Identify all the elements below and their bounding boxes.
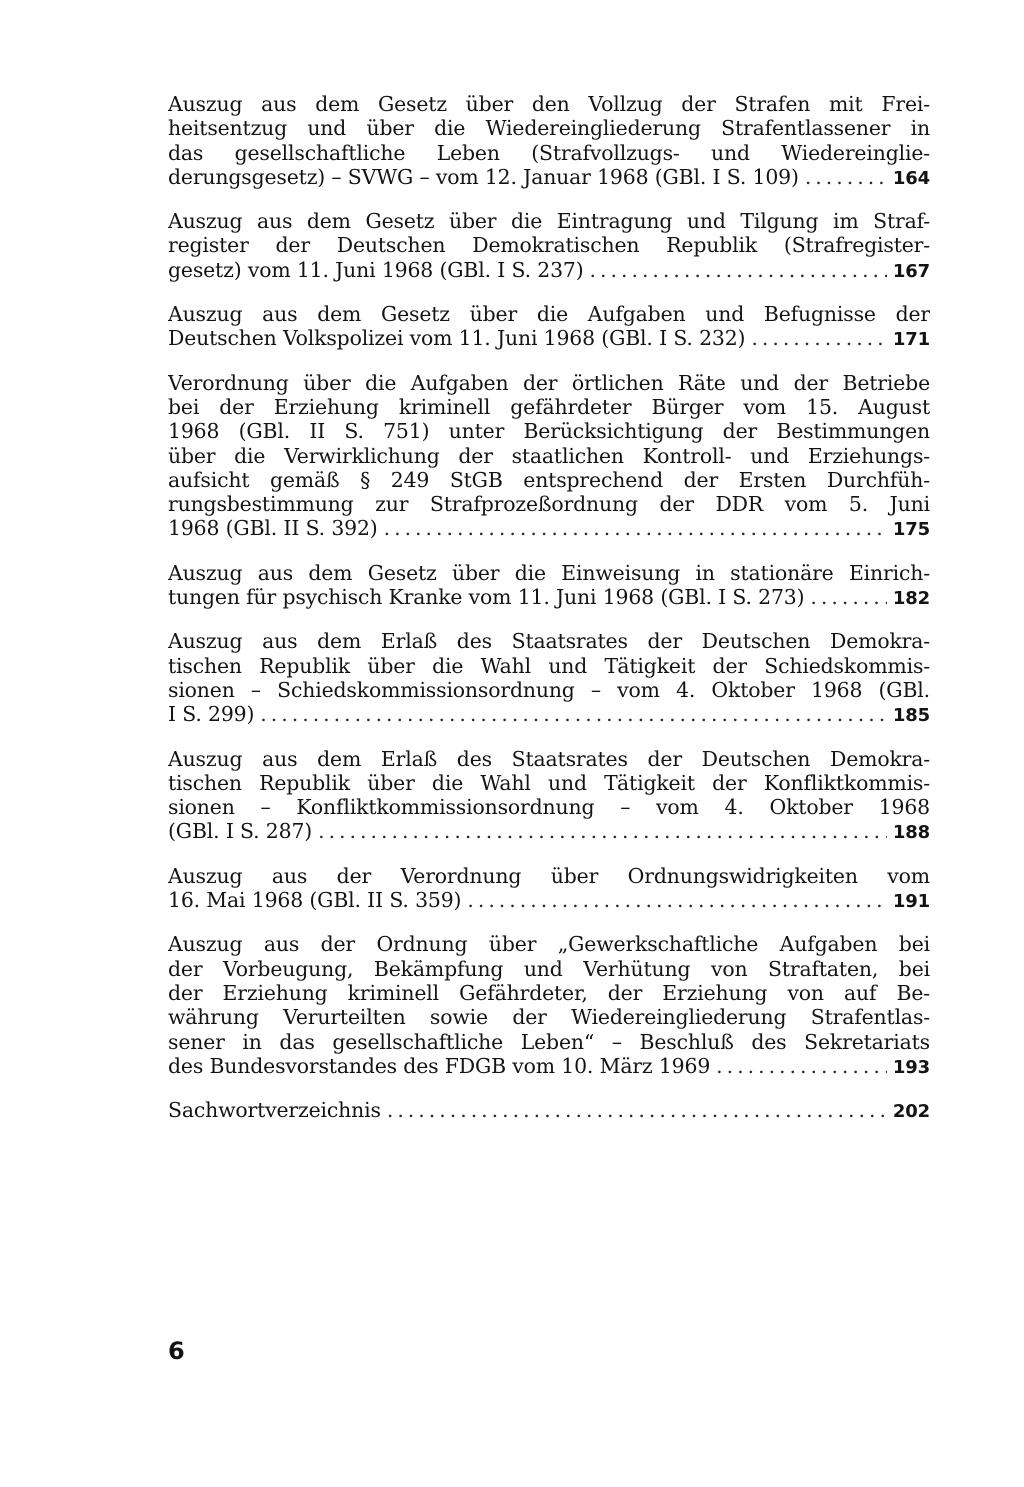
entry-last-line — [168, 516, 930, 542]
entry-last-line — [168, 165, 930, 191]
entry-page-number: 182 — [892, 588, 930, 610]
entry-line: bei der Erziehung kriminell gefährdeter Bürger vom 15. August — [168, 394, 930, 419]
entry-line: I S. 299) — [168, 702, 255, 727]
entry-line: Auszug aus dem Gesetz über die Einweisung in stationäre Einrich- — [168, 560, 930, 585]
entry-line: tischen Republik über die Wahl und Tätigkeit der Schiedskommis- — [168, 653, 930, 678]
entry-line: gesetz) vom 11. Juni 1968 (GBl. I S. 237) — [168, 257, 584, 282]
entry-line: register der Deutschen Demokratischen Republik (Strafregister- — [168, 233, 930, 258]
entry-last-line — [168, 888, 930, 914]
dot-leader — [590, 258, 887, 282]
entry-last-line — [168, 258, 930, 284]
entry-line: des Bundesvorstandes des FDGB vom 10. März 1969 — [168, 1053, 711, 1078]
entry-page-number: 188 — [892, 822, 930, 844]
entry-line: heitsentzug und über die Wiedereingliederung Strafentlassener in — [168, 116, 930, 141]
entry-page-number: 202 — [892, 1101, 930, 1123]
entry-line: Auszug aus dem Gesetz über die Eintragung und Tilgung im Straf- — [168, 209, 930, 234]
entry-line: tischen Republik über die Wahl und Tätigkeit der Konfliktkommis- — [168, 770, 930, 795]
entry-line: der Erziehung kriminell Gefährdeter, der Erziehung von auf Be- — [168, 980, 930, 1005]
entry-line: 1968 (GBl. II S. 751) unter Berücksichtigung der Bestimmungen — [168, 419, 930, 444]
entry-last-line — [168, 585, 930, 611]
dot-leader — [384, 516, 887, 540]
entry-page-number: 185 — [892, 705, 930, 727]
entry-line: sionen – Konfliktkommissionsordnung – vom 4. Oktober 1968 — [168, 795, 930, 820]
entry-line: Auszug aus der Ordnung über „Gewerkschaftliche Aufgaben bei — [168, 932, 930, 957]
toc-entry-einweisung — [168, 561, 930, 612]
entry-page-number: 171 — [892, 329, 930, 351]
dot-leader — [260, 702, 887, 726]
toc-entry-sachwortverzeichnis — [168, 1098, 930, 1124]
toc-entry-fdgb-ordnung — [168, 932, 930, 1080]
toc-entry-konfliktkommissionsordnung — [168, 747, 930, 846]
entry-line: Auszug aus dem Gesetz über den Vollzug der Strafen mit Frei- — [168, 92, 930, 116]
entry-page-number: 167 — [892, 260, 930, 282]
entry-line: Auszug aus dem Erlaß des Staatsrates der Deutschen Demokra- — [168, 629, 930, 654]
dot-leader — [805, 165, 887, 189]
dot-leader — [318, 819, 887, 843]
page-number: 6 — [168, 1337, 185, 1365]
toc-entry-strafvollzugsgesetz — [168, 92, 930, 191]
entry-line: Auszug aus der Verordnung über Ordnungswidrigkeiten vom — [168, 863, 930, 888]
dot-leader — [467, 888, 887, 912]
entry-line: Sachwortverzeichnis — [168, 1098, 381, 1123]
entry-line: Deutschen Volkspolizei vom 11. Juni 1968 (GBl. I S. 232) — [168, 326, 746, 351]
entry-line: sener in das gesellschaftliche Leben“ – Beschluß des Sekretariats — [168, 1029, 930, 1054]
entry-line: das gesellschaftliche Leben (Strafvollzugs- und Wiedereinglie- — [168, 140, 930, 165]
entry-line: tungen für psychisch Kranke vom 11. Juni 1968 (GBl. I S. 273) — [168, 585, 805, 610]
toc-entry-volkspolizei — [168, 302, 930, 353]
entry-last-line — [168, 326, 930, 352]
entry-last-line — [168, 702, 930, 728]
entry-line: Auszug aus dem Erlaß des Staatsrates der Deutschen Demokra- — [168, 746, 930, 771]
entry-line: (GBl. I S. 287) — [168, 819, 313, 844]
entry-line: sionen – Schiedskommissionsordnung – vom 4. Oktober 1968 (GBl. — [168, 677, 930, 702]
entry-line: Auszug aus dem Gesetz über die Aufgaben und Befugnisse der — [168, 302, 930, 327]
entry-line: 16. Mai 1968 (GBl. II S. 359) — [168, 888, 462, 913]
entry-line: über die Verwirklichung der staatlichen Kontroll- und Erziehungs- — [168, 443, 930, 468]
dot-leader — [810, 585, 886, 609]
toc-entry-schiedskommissionsordnung — [168, 629, 930, 728]
entry-line: aufsicht gemäß § 249 StGB entsprechend der Ersten Durchfüh- — [168, 467, 930, 492]
entry-page-number: 175 — [892, 519, 930, 541]
entry-line: Verordnung über die Aufgaben der örtlichen Räte und der Betriebe — [168, 370, 930, 395]
dot-leader — [716, 1054, 887, 1078]
dot-leader — [387, 1098, 887, 1122]
toc-entry-strafregistergesetz — [168, 209, 930, 284]
toc-entry-verordnung-raete — [168, 371, 930, 543]
table-of-contents — [168, 92, 930, 1142]
entry-last-line — [168, 1098, 930, 1124]
entry-line: rungsbestimmung zur Strafprozeßordnung der DDR vom 5. Juni — [168, 492, 930, 517]
entry-page-number: 164 — [892, 167, 930, 189]
entry-line: 1968 (GBl. II S. 392) — [168, 516, 378, 541]
entry-last-line — [168, 1054, 930, 1080]
entry-page-number: 191 — [892, 891, 930, 913]
entry-line: derungsgesetz) – SVWG – vom 12. Januar 1968 (GBl. I S. 109) — [168, 164, 799, 189]
entry-line: währung Verurteilten sowie der Wiedereingliederung Strafentlas- — [168, 1005, 930, 1030]
entry-line: der Vorbeugung, Bekämpfung und Verhütung von Straftaten, bei — [168, 956, 930, 981]
dot-leader — [751, 326, 887, 350]
entry-page-number: 193 — [892, 1056, 930, 1078]
entry-last-line — [168, 819, 930, 845]
toc-entry-ordnungswidrigkeiten — [168, 864, 930, 915]
